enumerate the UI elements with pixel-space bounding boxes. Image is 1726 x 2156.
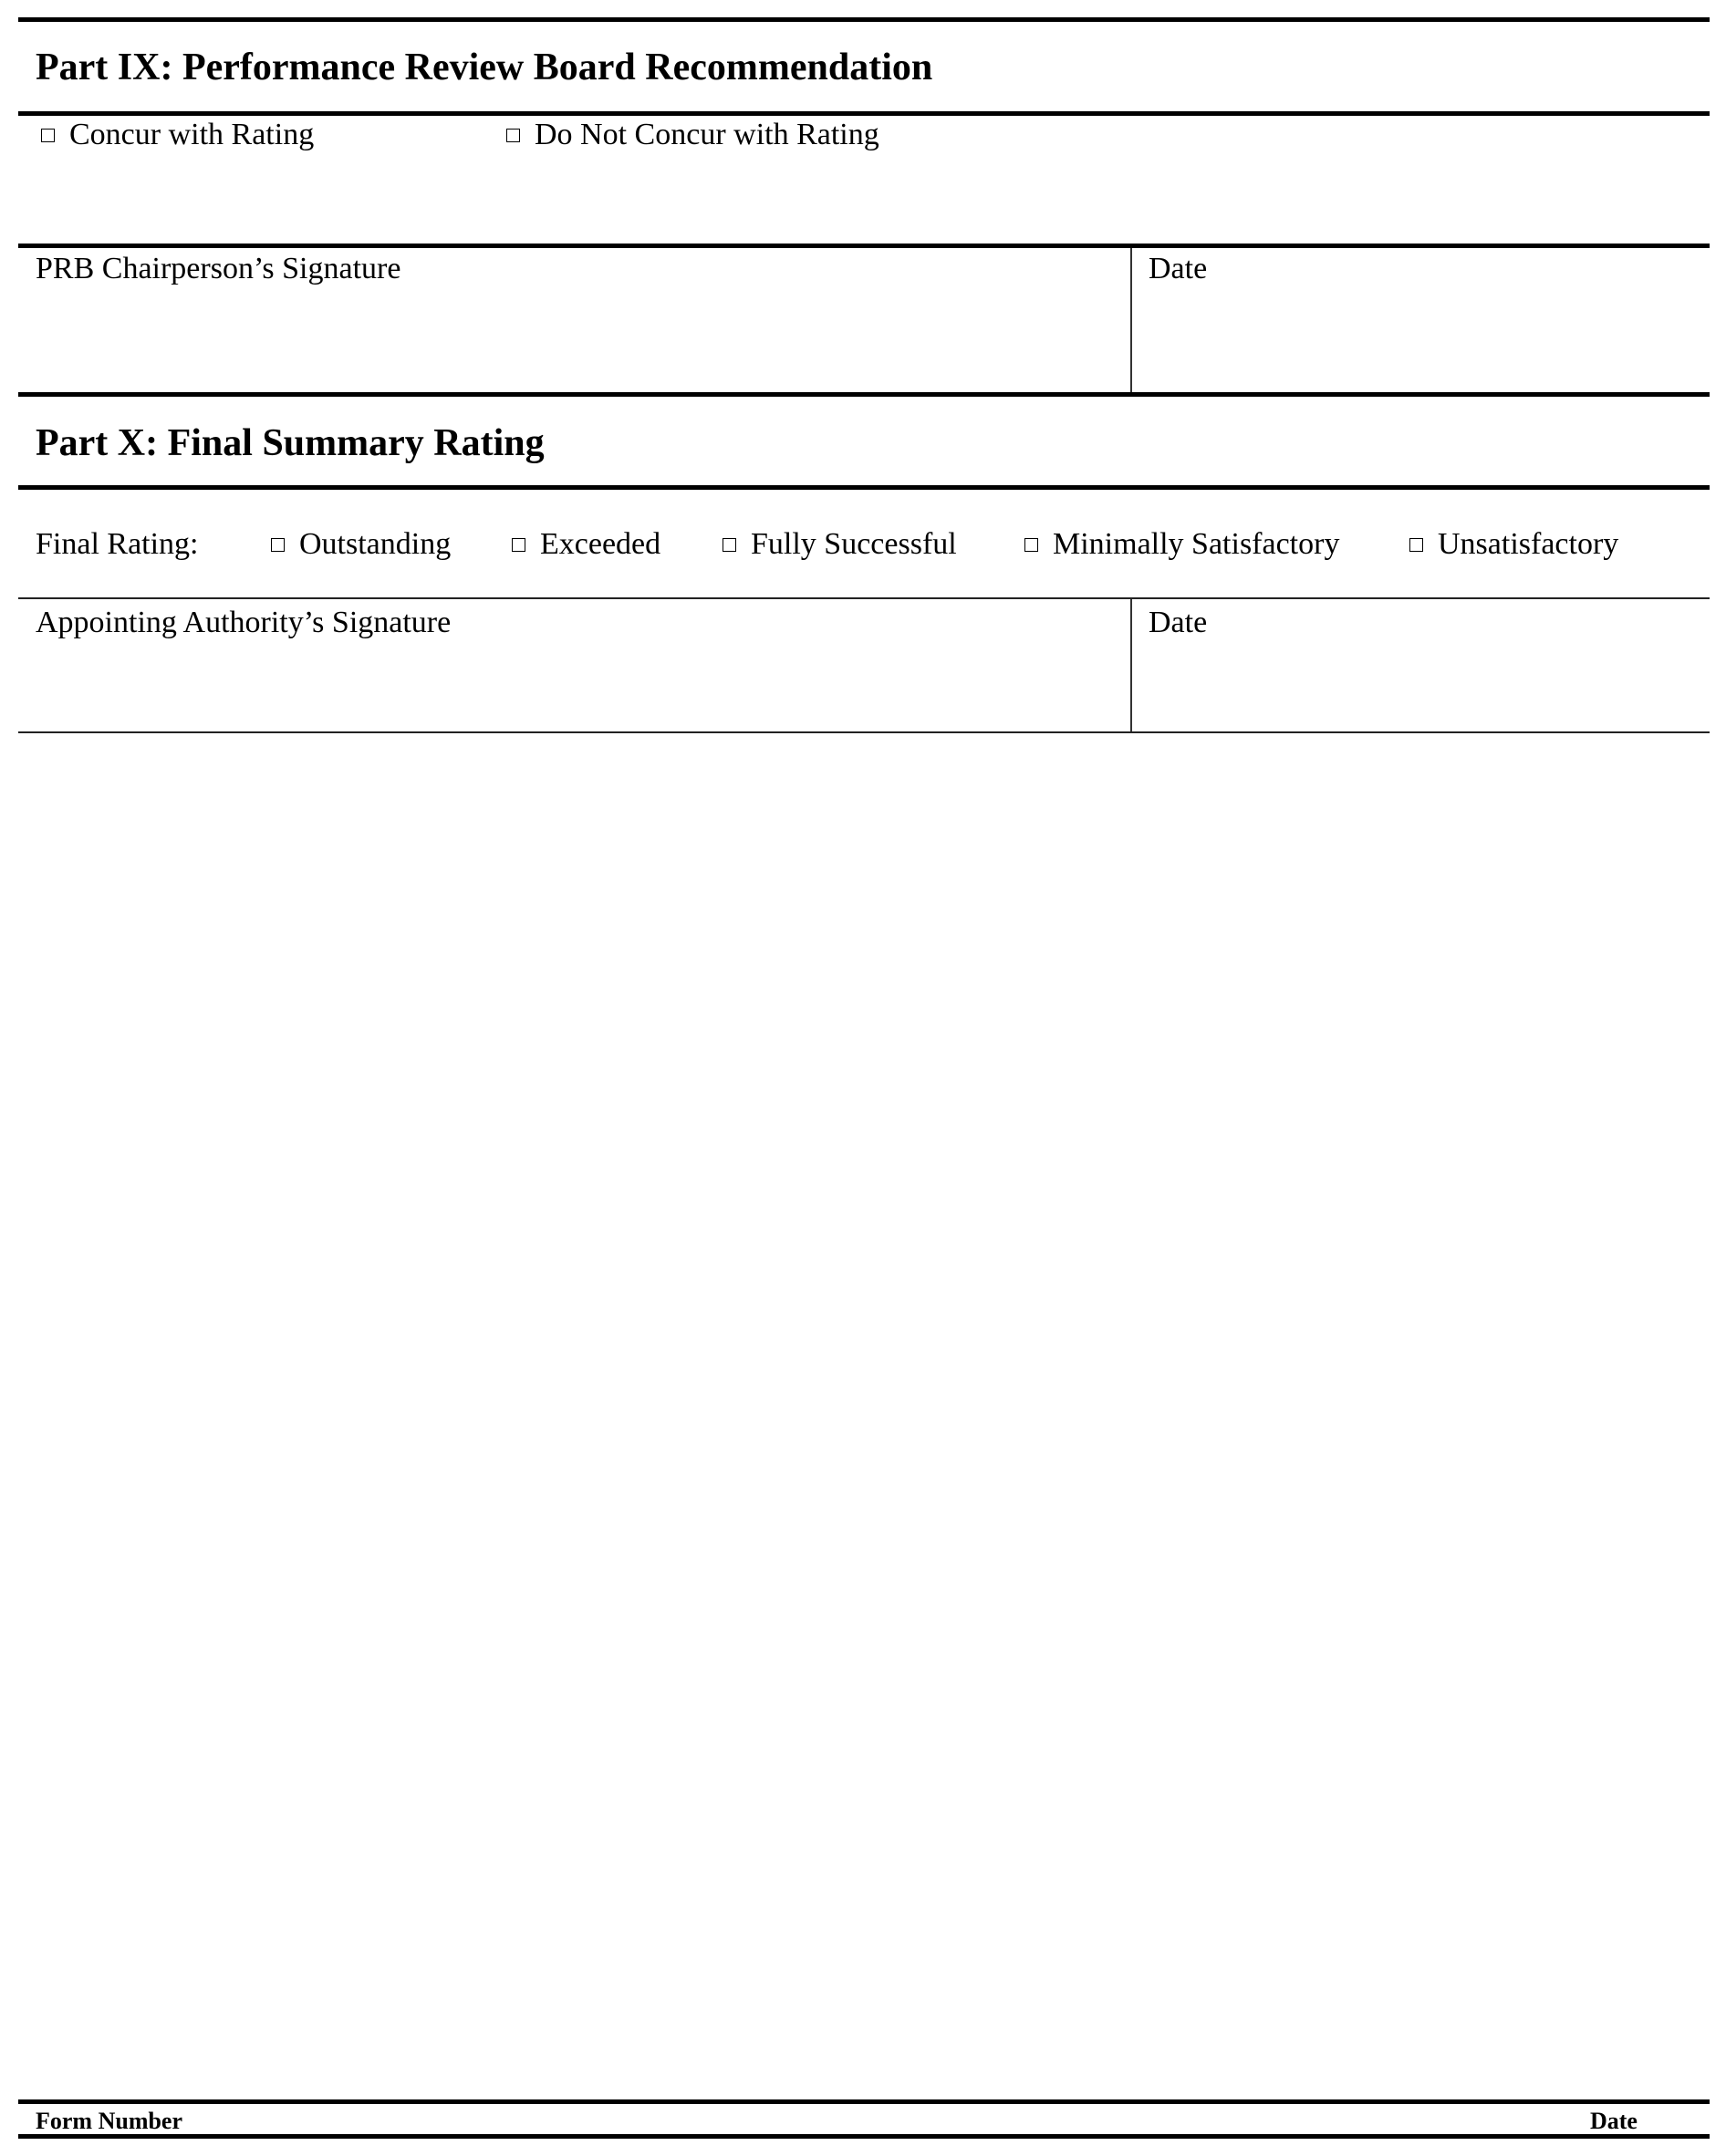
appointing-date-field[interactable]: Date xyxy=(1149,606,1208,639)
divider xyxy=(18,597,1710,599)
column-divider xyxy=(1130,599,1132,731)
checkbox-icon[interactable] xyxy=(41,129,55,142)
rating-label: Outstanding xyxy=(299,527,452,561)
footer-rule xyxy=(18,2099,1710,2104)
do-not-concur-option[interactable] xyxy=(506,118,879,152)
part9-title: Part IX: Performance Review Board Recommendation xyxy=(36,47,933,88)
rating-label: Fully Successful xyxy=(751,527,957,561)
prb-date-field[interactable]: Date xyxy=(1149,252,1208,285)
checkbox-icon[interactable] xyxy=(512,538,525,552)
prb-signature-field[interactable]: PRB Chairperson’s Signature xyxy=(36,252,401,285)
checkbox-icon[interactable] xyxy=(1024,538,1038,552)
divider xyxy=(18,244,1710,248)
footer-date: Date xyxy=(1590,2108,1638,2134)
divider xyxy=(18,485,1710,490)
do-not-concur-label: Do Not Concur with Rating xyxy=(535,118,879,151)
divider xyxy=(18,392,1710,397)
rating-option-fully-successful[interactable] xyxy=(723,527,957,562)
rating-label: Unsatisfactory xyxy=(1438,527,1619,561)
concur-label: Concur with Rating xyxy=(69,118,315,151)
footer-form-number: Form Number xyxy=(36,2108,183,2134)
checkbox-icon[interactable] xyxy=(506,129,520,142)
checkbox-icon[interactable] xyxy=(1409,538,1423,552)
rating-option-minimally-satisfactory[interactable] xyxy=(1024,527,1339,562)
divider xyxy=(18,731,1710,733)
footer-rule xyxy=(18,2134,1710,2139)
final-rating-label: Final Rating: xyxy=(36,527,199,561)
rating-option-exceeded[interactable] xyxy=(512,527,660,562)
divider xyxy=(18,111,1710,116)
rating-label: Minimally Satisfactory xyxy=(1053,527,1340,561)
appointing-signature-field[interactable]: Appointing Authority’s Signature xyxy=(36,606,452,639)
checkbox-icon[interactable] xyxy=(271,538,285,552)
column-divider xyxy=(1130,248,1132,394)
rating-label: Exceeded xyxy=(540,527,661,561)
top-rule xyxy=(18,17,1710,22)
rating-option-outstanding[interactable] xyxy=(271,527,451,562)
concur-option[interactable] xyxy=(41,118,314,152)
rating-option-unsatisfactory[interactable] xyxy=(1409,527,1618,562)
part10-title: Part X: Final Summary Rating xyxy=(36,422,545,464)
checkbox-icon[interactable] xyxy=(723,538,736,552)
